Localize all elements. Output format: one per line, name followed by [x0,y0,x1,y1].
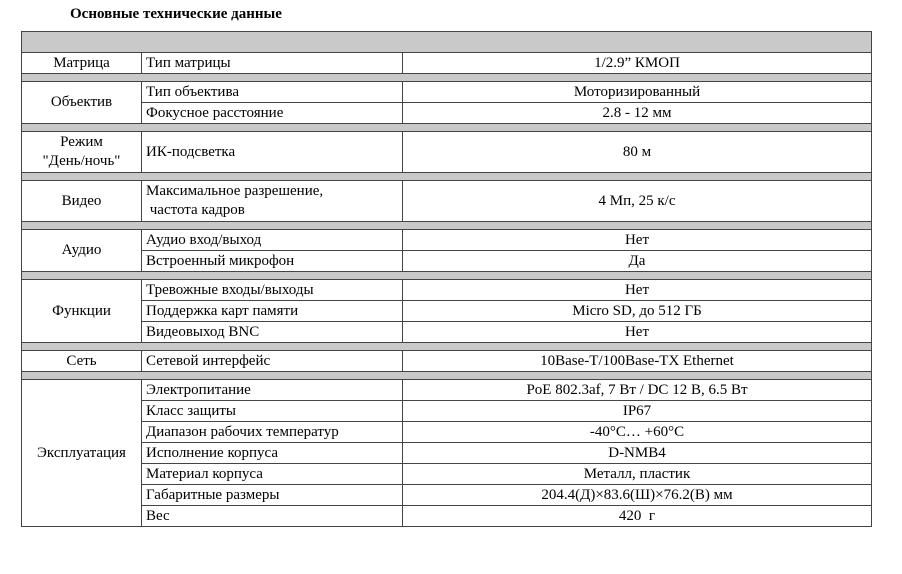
group-separator [22,222,872,230]
table-header-bar [22,32,872,53]
param-cell: Аудио вход/выход [142,230,403,251]
group-separator [22,173,872,181]
page-title: Основные технические данные [70,6,282,22]
table-row [22,230,872,251]
param-cell: Встроенный микрофон [142,251,403,272]
table-row [22,322,872,343]
param-cell: Сетевой интерфейс [142,351,403,372]
param-cell: Диапазон рабочих температур [142,422,403,443]
param-cell: Электропитание [142,380,403,401]
param-cell: Тип объектива [142,82,403,103]
value-cell: 10Base-T/100Base-TX Ethernet [403,351,872,372]
table-row [22,485,872,506]
category-cell: Функции [22,280,142,343]
value-cell: IP67 [403,401,872,422]
value-cell: 4 Мп, 25 к/с [403,181,872,222]
value-cell: Нет [403,280,872,301]
param-cell: ИК-подсветка [142,132,403,173]
group-separator [22,124,872,132]
value-cell: Нет [403,230,872,251]
table-row [22,181,872,222]
value-cell: Да [403,251,872,272]
param-cell: Тип матрицы [142,53,403,74]
param-cell: Габаритные размеры [142,485,403,506]
group-separator [22,343,872,351]
table-row [22,464,872,485]
table-row [22,506,872,527]
value-cell: -40°C… +60°C [403,422,872,443]
value-cell: 2.8 - 12 мм [403,103,872,124]
param-cell: Вес [142,506,403,527]
table-row [22,132,872,173]
table-row [22,251,872,272]
param-cell: Поддержка карт памяти [142,301,403,322]
table-row [22,422,872,443]
param-line: частота кадров [146,202,245,218]
value-cell: Micro SD, до 512 ГБ [403,301,872,322]
table-row [22,401,872,422]
value-cell: Металл, пластик [403,464,872,485]
value-cell: 80 м [403,132,872,173]
category-line: "День/ночь" [42,153,121,169]
value-cell: 420 г [403,506,872,527]
spec-table [21,31,872,527]
table-row [22,53,872,74]
table-row [22,82,872,103]
table-row [22,380,872,401]
param-line: Максимальное разрешение, [146,183,324,199]
value-cell: Моторизированный [403,82,872,103]
value-cell: 204.4(Д)×83.6(Ш)×76.2(В) мм [403,485,872,506]
table-row [22,103,872,124]
param-cell: Класс защиты [142,401,403,422]
param-cell: Исполнение корпуса [142,443,403,464]
param-cell: Фокусное расстояние [142,103,403,124]
param-cell [142,181,403,222]
category-cell: Аудио [22,230,142,272]
value-cell: D-NMB4 [403,443,872,464]
group-separator [22,74,872,82]
param-cell: Материал корпуса [142,464,403,485]
table-row [22,280,872,301]
table-row [22,301,872,322]
category-cell: Объектив [22,82,142,124]
group-separator [22,372,872,380]
param-cell: Тревожные входы/выходы [142,280,403,301]
category-cell: Сеть [22,351,142,372]
category-cell: Видео [22,181,142,222]
param-cell: Видеовыход BNC [142,322,403,343]
group-separator [22,272,872,280]
category-cell: Эксплуатация [22,380,142,527]
table-row [22,443,872,464]
category-line: Режим [60,134,103,150]
value-cell: PoE 802.3af, 7 Вт / DC 12 В, 6.5 Вт [403,380,872,401]
value-cell: 1/2.9” КМОП [403,53,872,74]
value-cell: Нет [403,322,872,343]
table-row [22,351,872,372]
category-cell: Матрица [22,53,142,74]
category-cell [22,132,142,173]
